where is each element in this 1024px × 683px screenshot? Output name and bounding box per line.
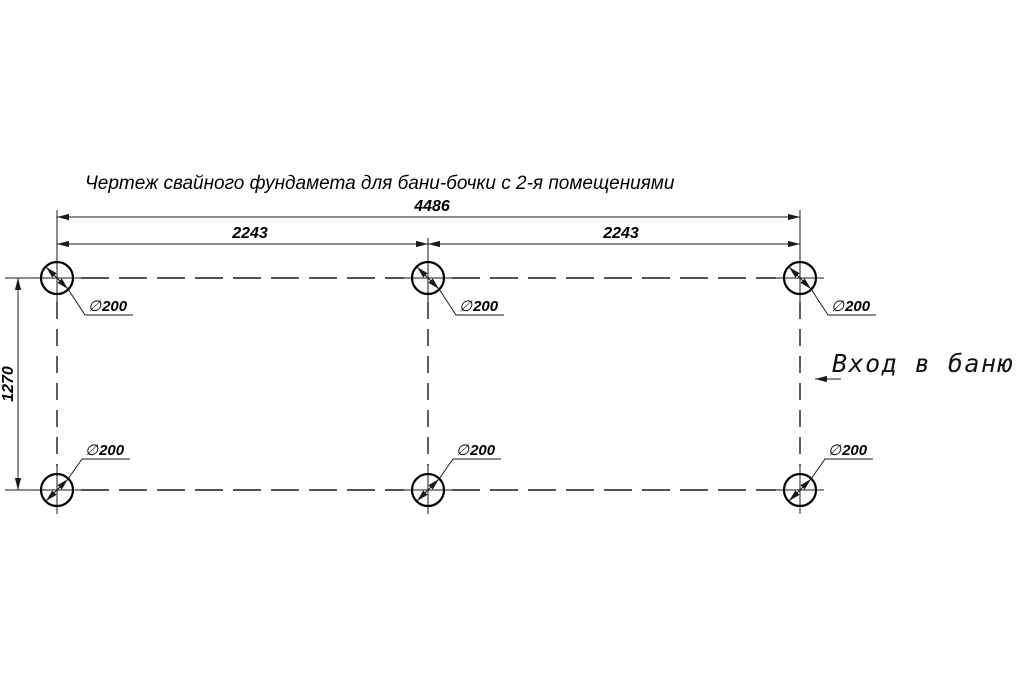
pile-diameter-label-top-right: ∅200	[831, 298, 871, 315]
pile-diameter-label-bottom-right: ∅200	[828, 442, 868, 459]
pile-leader-bottom-left	[68, 459, 130, 479]
diameter-symbol-icon: ∅	[828, 442, 842, 459]
dim-label-depth: 1270	[0, 366, 17, 402]
pile-diameter-label-top-left: ∅200	[88, 298, 128, 315]
dim-label-right-bay: 2243	[603, 225, 639, 242]
entrance-label: Вход в баню	[832, 349, 1015, 378]
diameter-symbol-icon: ∅	[88, 298, 102, 315]
drawing-title: Чертеж свайного фундамета для бани-бочки с 2-я помещениями	[85, 173, 675, 194]
pile-leader-bottom-middle	[439, 459, 501, 479]
diameter-symbol-icon: ∅	[85, 442, 99, 459]
diameter-symbol-icon: ∅	[459, 298, 473, 315]
pile-diameter-label-top-middle: ∅200	[459, 298, 499, 315]
dim-label-overall: 4486	[414, 198, 450, 215]
pile-diameter-label-bottom-left: ∅200	[85, 442, 125, 459]
dim-label-left-bay: 2243	[232, 225, 268, 242]
diameter-symbol-icon: ∅	[456, 442, 470, 459]
diameter-symbol-icon: ∅	[831, 298, 845, 315]
pile-diameter-label-bottom-middle: ∅200	[456, 442, 496, 459]
pile-leader-bottom-right	[811, 459, 873, 479]
